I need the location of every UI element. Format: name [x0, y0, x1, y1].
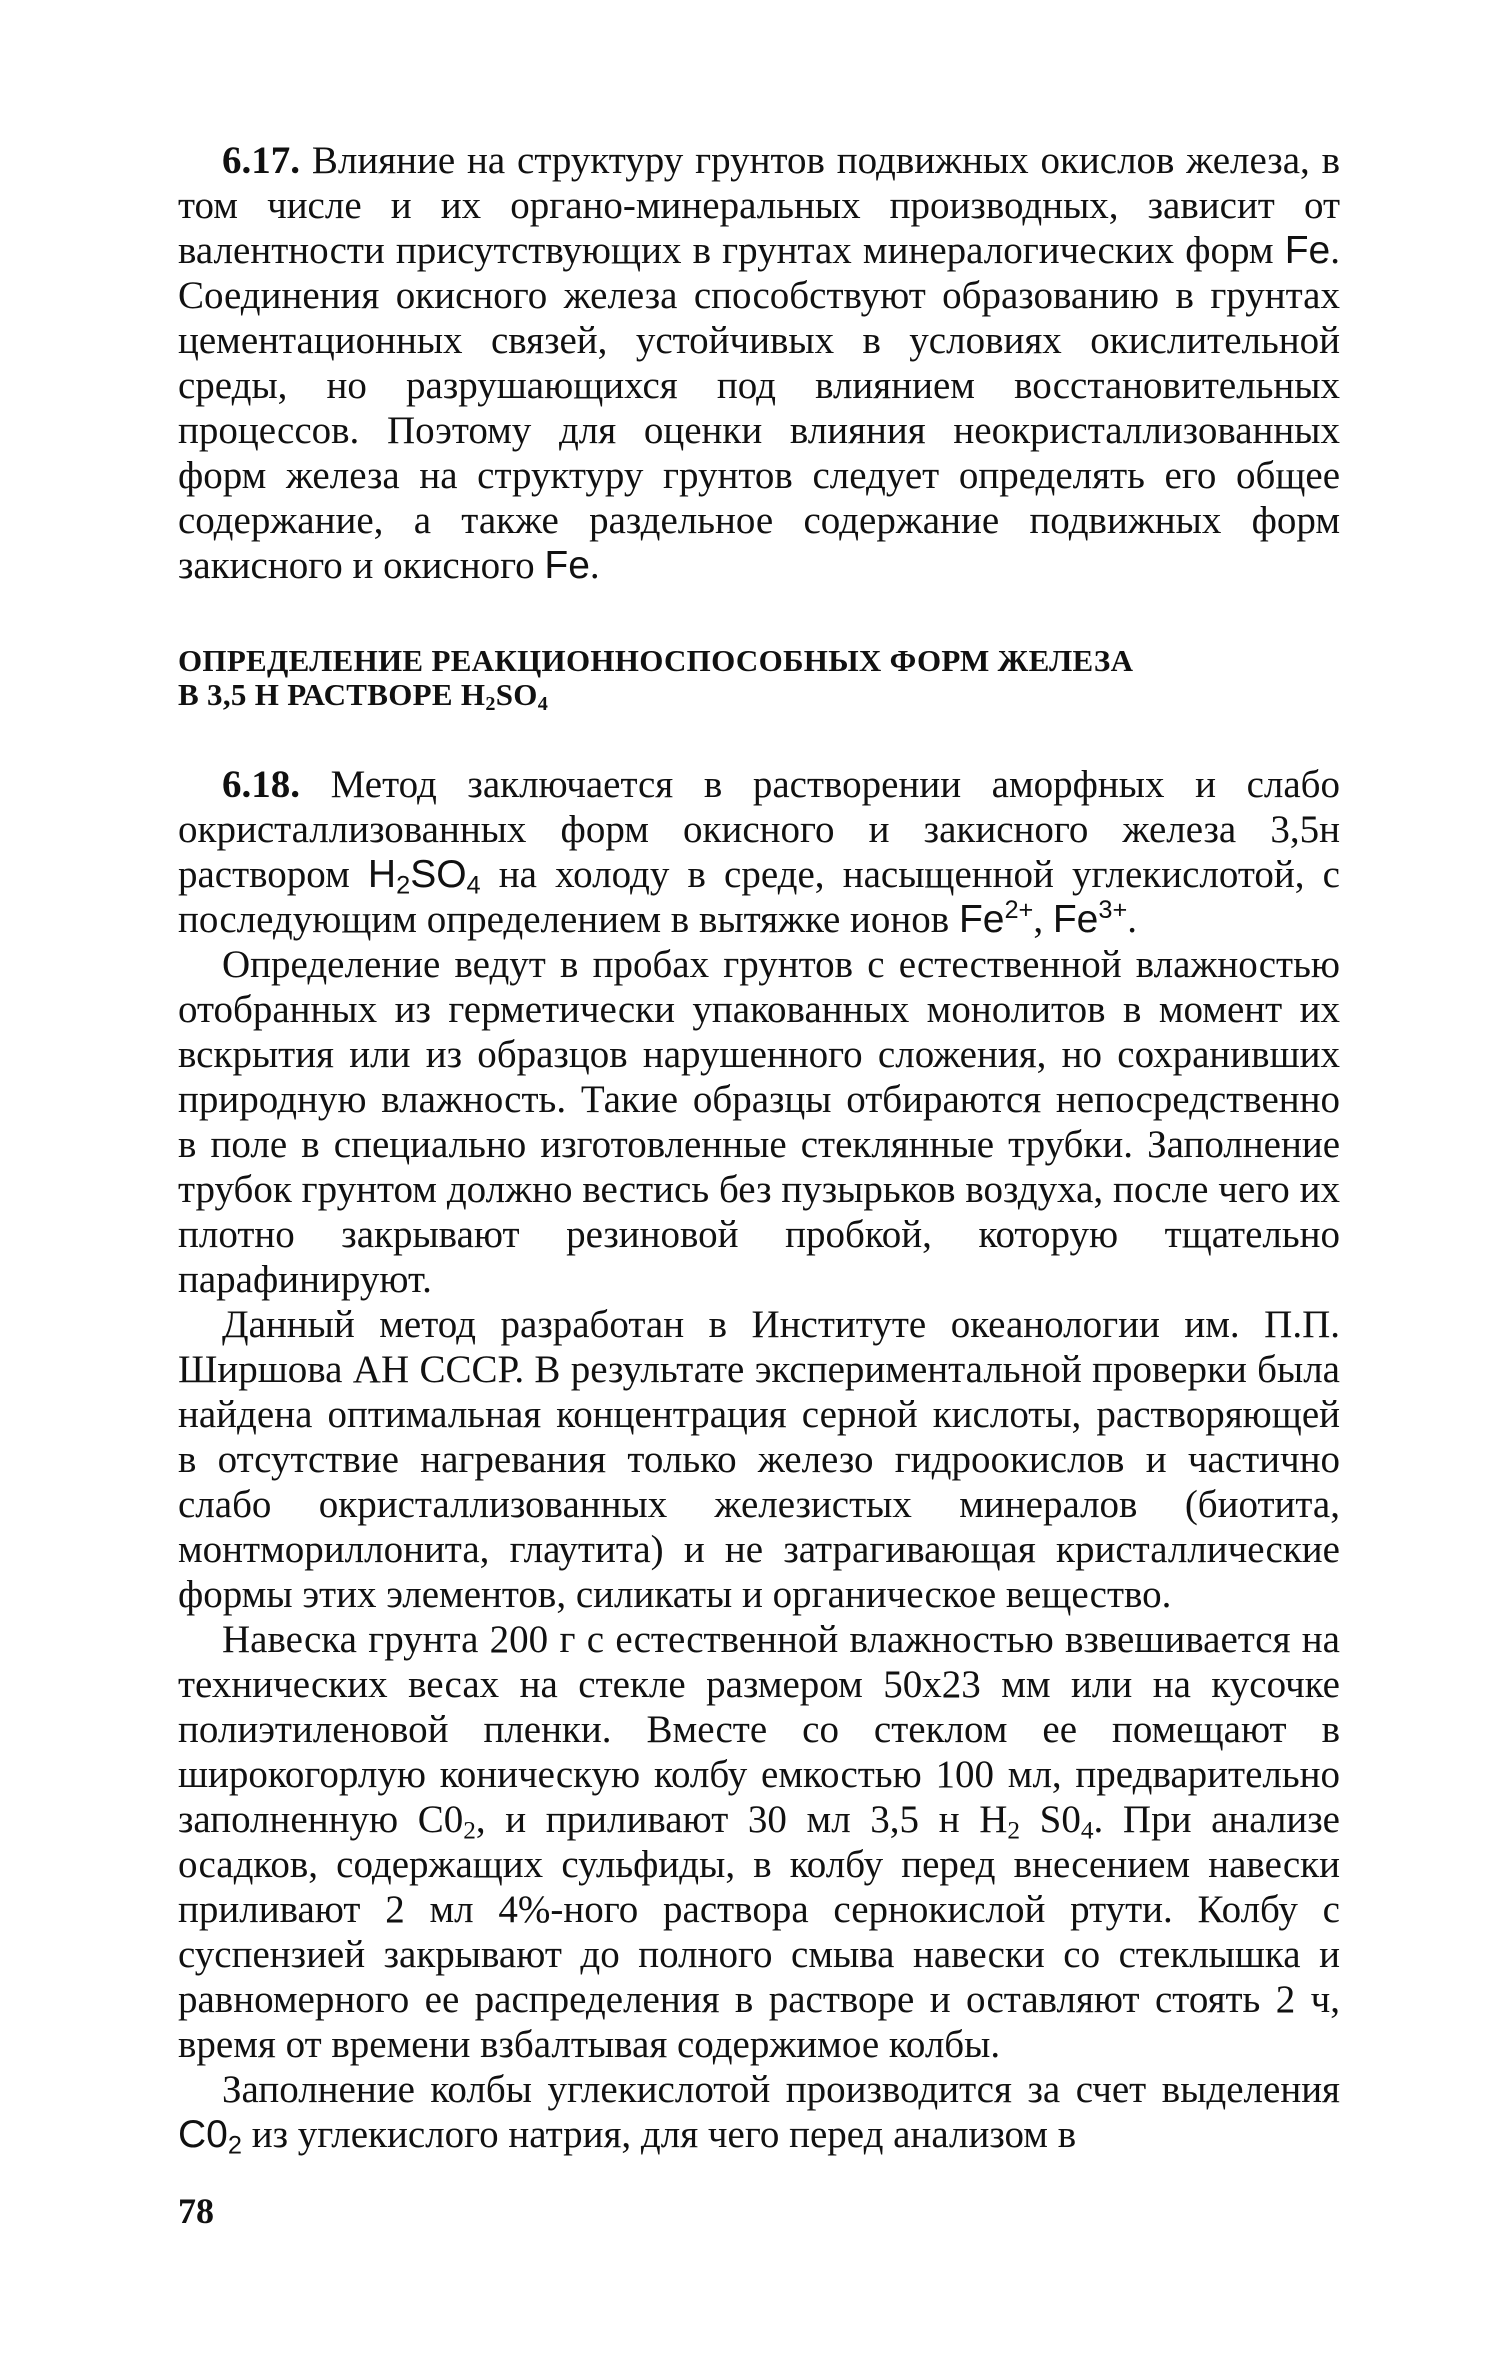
paragraph-6-17	[178, 138, 1340, 588]
paragraph-method-origin: Данный метод разработан в Институте океанологии им. П.П. Ширшова АН СССР. В результате экспериментальной проверки была найдена оптимальная концентрация серной кислоты, растворяющей в отсутствие нагревания только железо гидроокислов и частично слабо окристаллизованных железистых минералов (биотита, монтмориллонита, глаутита) и не затрагивающая кристаллические формы этих элементов, силикаты и органическое вещество.	[178, 1303, 1340, 1616]
subscript: 2	[1007, 1816, 1021, 1845]
heading-line: ОПРЕДЕЛЕНИЕ РЕАКЦИОННОСПОСОБНЫХ ФОРМ ЖЕЛЕЗА	[178, 643, 1134, 678]
paragraph-text: ,	[1033, 898, 1053, 941]
subscript: 4	[466, 871, 481, 900]
section-number: 6.17.	[222, 139, 300, 182]
paragraph-text: S0	[1020, 1798, 1081, 1841]
paragraph-text: на холоду в среде, насыщенной углекислотой, с последующим определением в вытяжке ионов	[178, 853, 1340, 941]
superscript: 3+	[1098, 896, 1128, 925]
paragraph-text: , и приливают 30 мл 3,5 н H	[475, 1798, 1008, 1841]
heading-text: В 3,5 Н РАСТВОРЕ H	[178, 677, 486, 712]
paragraph-text: .	[589, 544, 600, 587]
paragraph-co2-fill	[178, 2067, 1340, 2160]
heading-text: SO	[495, 677, 538, 712]
section-number: 6.18.	[222, 763, 300, 806]
paragraph-text: Влияние на структуру грунтов подвижных окислов железа, в том числе и их органо-минеральных производных, зависит от валентности присутствующих в грунтах минералогических форм	[178, 139, 1341, 272]
formula-part: H	[367, 853, 397, 896]
chemical-formula	[178, 2113, 242, 2160]
subscript: 2	[463, 1816, 476, 1845]
paragraph-sampling: Определение ведут в пробах грунтов с естественной влажностью отобранных из герметически упакованных монолитов в момент их вскрытия или из образцов нарушенного сложения, но сохранивших природную влажность. Такие образцы отбираются непосредственно в поле в специально изготовленные стеклянные трубки. Заполнение трубок грунтом должно вестись без пузырьков воздуха, после чего их плотно закрывают резиновой пробкой, которую тщательно парафинируют.	[178, 943, 1340, 1301]
paragraph-text: . При анализе осадков, содержащих сульфиды, в колбу перед внесением навески приливают 2 мл 4%-ного раствора сернокислой ртути. Колбу с суспензией закрывают до полного смыва навески со стеклышка и равномерного ее распределения в растворе и оставляют стоять 2 ч, время от времени взбалтывая содержимое колбы.	[178, 1798, 1340, 2066]
paragraph-text: Навеска грунта 200 г с естественной влажностью взвешивается на технических весах на стекле размером 50x23 мм или на кусочке полиэтиленовой пленки. Вместе со стеклом ее помещают в широкогорлую коническую колбу емкостью 100 мл, предварительно заполненную C0	[178, 1618, 1340, 1841]
paragraph-procedure	[178, 1617, 1340, 2067]
paragraph-text: Метод заключается в растворении аморфных и слабо окристаллизованных форм окисного и закисного железа 3,5н раствором	[178, 763, 1341, 896]
ion-symbol	[1053, 898, 1127, 941]
ion-symbol	[959, 898, 1033, 941]
chemical-symbol: Fe	[544, 544, 590, 587]
chemical-symbol: Fe	[1284, 229, 1331, 272]
formula-part: Fe	[1052, 898, 1099, 941]
formula-part: SO	[410, 853, 467, 896]
chemical-formula	[367, 853, 481, 900]
subscript: 4	[537, 693, 549, 716]
formula-part: C0	[178, 2113, 228, 2156]
formula-part: Fe	[958, 898, 1005, 941]
subscript: 2	[396, 871, 411, 900]
text-column	[178, 138, 1341, 2160]
subscript: 4	[1080, 1816, 1094, 1845]
superscript: 2+	[1004, 896, 1034, 925]
page-number: 78	[178, 2191, 214, 2231]
paragraph-text: . Соединения окисного железа способствуют образованию в грунтах цементационных связей, устойчивых в условиях окислительной среды, но разрушающихся под влиянием восстановительных процессов. Поэтому для оценки влияния неокристаллизованных форм железа на структуру грунтов следует определять его общее содержание, а также раздельное содержание подвижных форм закисного и окисного	[178, 229, 1340, 587]
paragraph-6-18	[178, 762, 1340, 942]
heading-line	[178, 677, 1340, 716]
subscript: 2	[485, 693, 496, 716]
subscript: 2	[227, 2131, 242, 2160]
paragraph-text: .	[1127, 898, 1138, 941]
paragraph-text: из углекислого натрия, для чего перед анализом в	[241, 2113, 1077, 2156]
paragraph-text: Заполнение колбы углекислотой производится за счет выделения	[222, 2068, 1340, 2111]
section-heading	[178, 643, 1340, 716]
